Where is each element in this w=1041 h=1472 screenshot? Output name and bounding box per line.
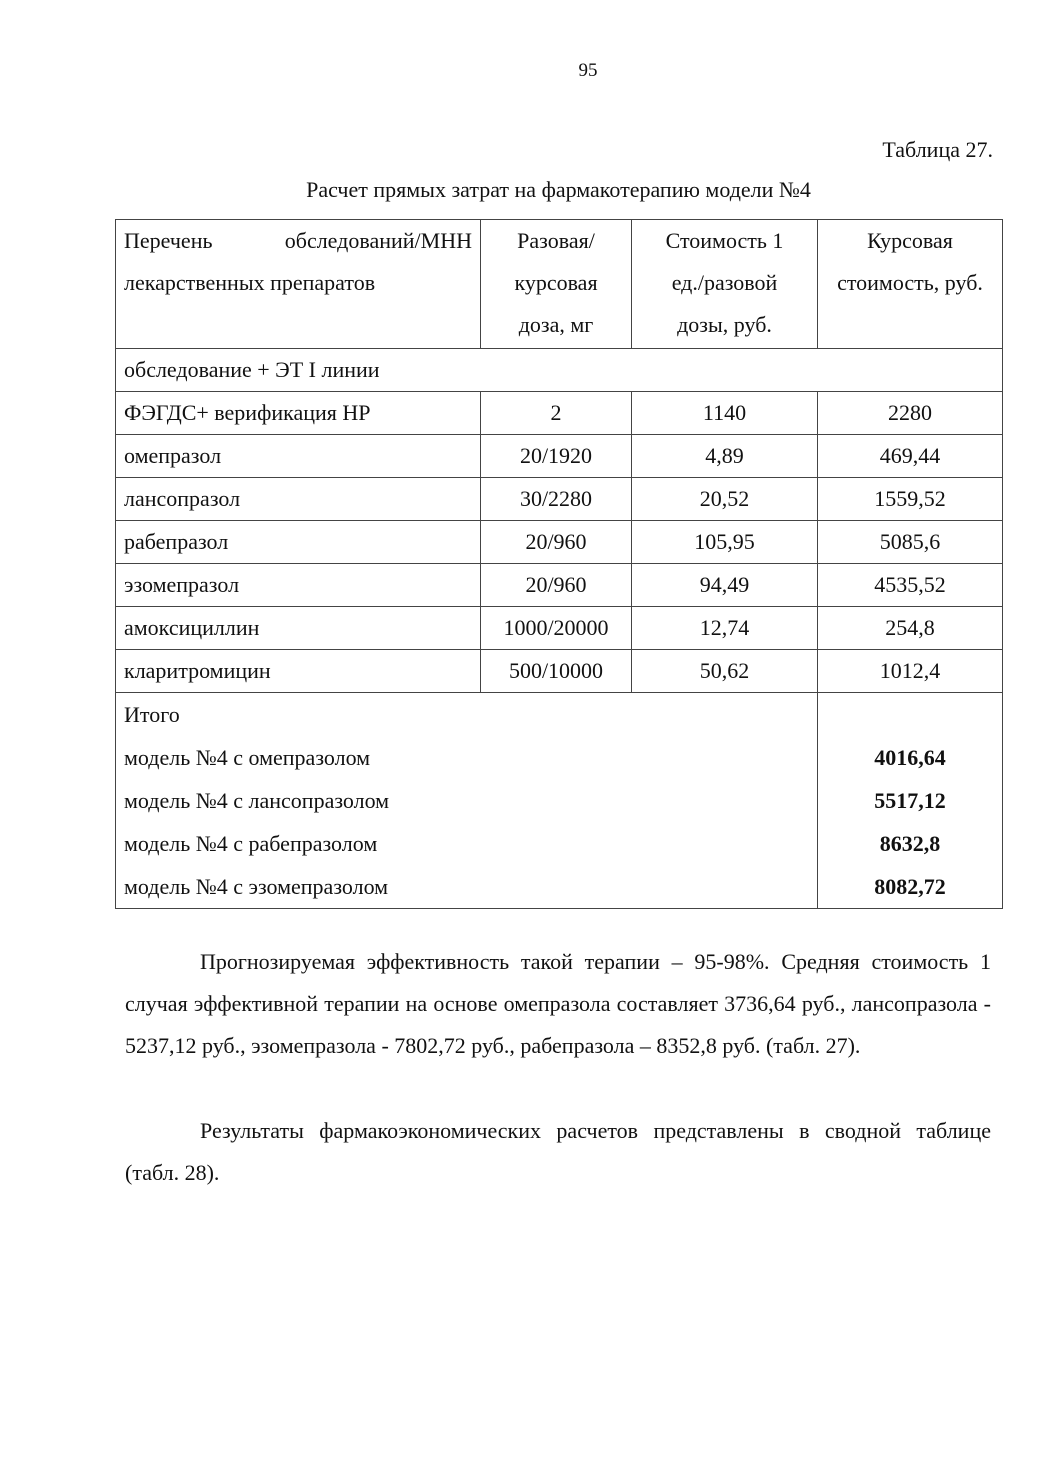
row-dose: 500/10000 xyxy=(481,650,632,693)
header-list-word1: Перечень xyxy=(124,228,213,253)
row-unit-cost: 4,89 xyxy=(632,435,818,478)
row-name: лансопразол xyxy=(116,478,481,521)
section-title: обследование + ЭТ I линии xyxy=(116,349,1003,392)
row-unit-cost: 50,62 xyxy=(632,650,818,693)
header-course-cost xyxy=(818,220,1003,349)
row-unit-cost: 105,95 xyxy=(632,521,818,564)
paragraph-results xyxy=(125,1110,991,1194)
table-row xyxy=(116,564,1003,607)
header-unit-cost-line2: ед./разовой xyxy=(671,270,778,295)
row-name: кларитромицин xyxy=(116,650,481,693)
header-unit-cost-line3: дозы, руб. xyxy=(677,312,772,337)
table-row xyxy=(116,521,1003,564)
table-row xyxy=(116,650,1003,693)
row-dose: 20/1920 xyxy=(481,435,632,478)
totals-row xyxy=(116,693,1003,909)
header-dose-line3: доза, мг xyxy=(518,312,594,337)
total-label: модель №4 с рабепразолом xyxy=(124,831,378,856)
table-row xyxy=(116,392,1003,435)
row-dose: 1000/20000 xyxy=(481,607,632,650)
totals-spacer xyxy=(826,693,994,736)
table-header-row xyxy=(116,220,1003,349)
header-dose-line1: Разовая/ xyxy=(517,228,595,253)
section-row xyxy=(116,349,1003,392)
row-name: рабепразол xyxy=(116,521,481,564)
cost-table xyxy=(115,219,1003,909)
header-unit-cost-line1: Стоимость 1 xyxy=(665,228,784,253)
row-course-cost: 2280 xyxy=(818,392,1003,435)
table-title: Расчет прямых затрат на фармакотерапию модели №4 xyxy=(306,177,811,202)
total-label: модель №4 с эзомепразолом xyxy=(124,874,389,899)
total-value: 4016,64 xyxy=(874,745,946,770)
row-course-cost: 254,8 xyxy=(818,607,1003,650)
row-course-cost: 4535,52 xyxy=(818,564,1003,607)
header-unit-cost xyxy=(632,220,818,349)
header-list-word2: обследований/МНН xyxy=(284,228,472,253)
row-unit-cost: 94,49 xyxy=(632,564,818,607)
paragraph-results-text: Результаты фармакоэкономических расчетов представлены в сводной таблице (табл. 28). xyxy=(125,1118,991,1185)
total-label: модель №4 с омепразолом xyxy=(124,745,371,770)
row-course-cost: 1012,4 xyxy=(818,650,1003,693)
row-course-cost: 1559,52 xyxy=(818,478,1003,521)
header-dose-line2: курсовая xyxy=(514,270,598,295)
row-name: омепразол xyxy=(116,435,481,478)
row-name: амоксициллин xyxy=(116,607,481,650)
row-name: эзомепразол xyxy=(116,564,481,607)
table-row xyxy=(116,607,1003,650)
row-unit-cost: 12,74 xyxy=(632,607,818,650)
header-course-cost-line1: Курсовая xyxy=(867,228,953,253)
total-value: 8082,72 xyxy=(874,874,946,899)
paragraph-effectiveness xyxy=(125,941,991,1067)
table-row xyxy=(116,478,1003,521)
header-dose xyxy=(481,220,632,349)
row-course-cost: 5085,6 xyxy=(818,521,1003,564)
row-dose: 20/960 xyxy=(481,521,632,564)
row-unit-cost: 1140 xyxy=(632,392,818,435)
totals-labels xyxy=(116,693,818,909)
paragraph-effectiveness-text: Прогнозируемая эффективность такой терапии – 95-98%. Средняя стоимость 1 случая эффективной терапии на основе омепразола составляет 3736,64 руб., лансопразола - 5237,12 руб., эзомепразола - 7802,72 руб., рабепразола – 8352,8 руб. (табл. 27). xyxy=(125,949,991,1058)
header-list-line2: лекарственных препаратов xyxy=(124,270,376,295)
header-list xyxy=(116,220,481,349)
row-name: ФЭГДС+ верификация HP xyxy=(116,392,481,435)
table-label: Таблица 27. xyxy=(882,137,993,162)
row-dose: 30/2280 xyxy=(481,478,632,521)
row-course-cost: 469,44 xyxy=(818,435,1003,478)
row-dose: 2 xyxy=(481,392,632,435)
total-value: 5517,12 xyxy=(874,788,946,813)
total-label: модель №4 с лансопразолом xyxy=(124,788,390,813)
table-row xyxy=(116,435,1003,478)
header-course-cost-line2: стоимость, руб. xyxy=(837,270,983,295)
row-dose: 20/960 xyxy=(481,564,632,607)
page-number: 95 xyxy=(578,60,598,81)
totals-title: Итого xyxy=(124,702,180,727)
totals-values xyxy=(818,693,1003,909)
total-value: 8632,8 xyxy=(879,831,941,856)
row-unit-cost: 20,52 xyxy=(632,478,818,521)
